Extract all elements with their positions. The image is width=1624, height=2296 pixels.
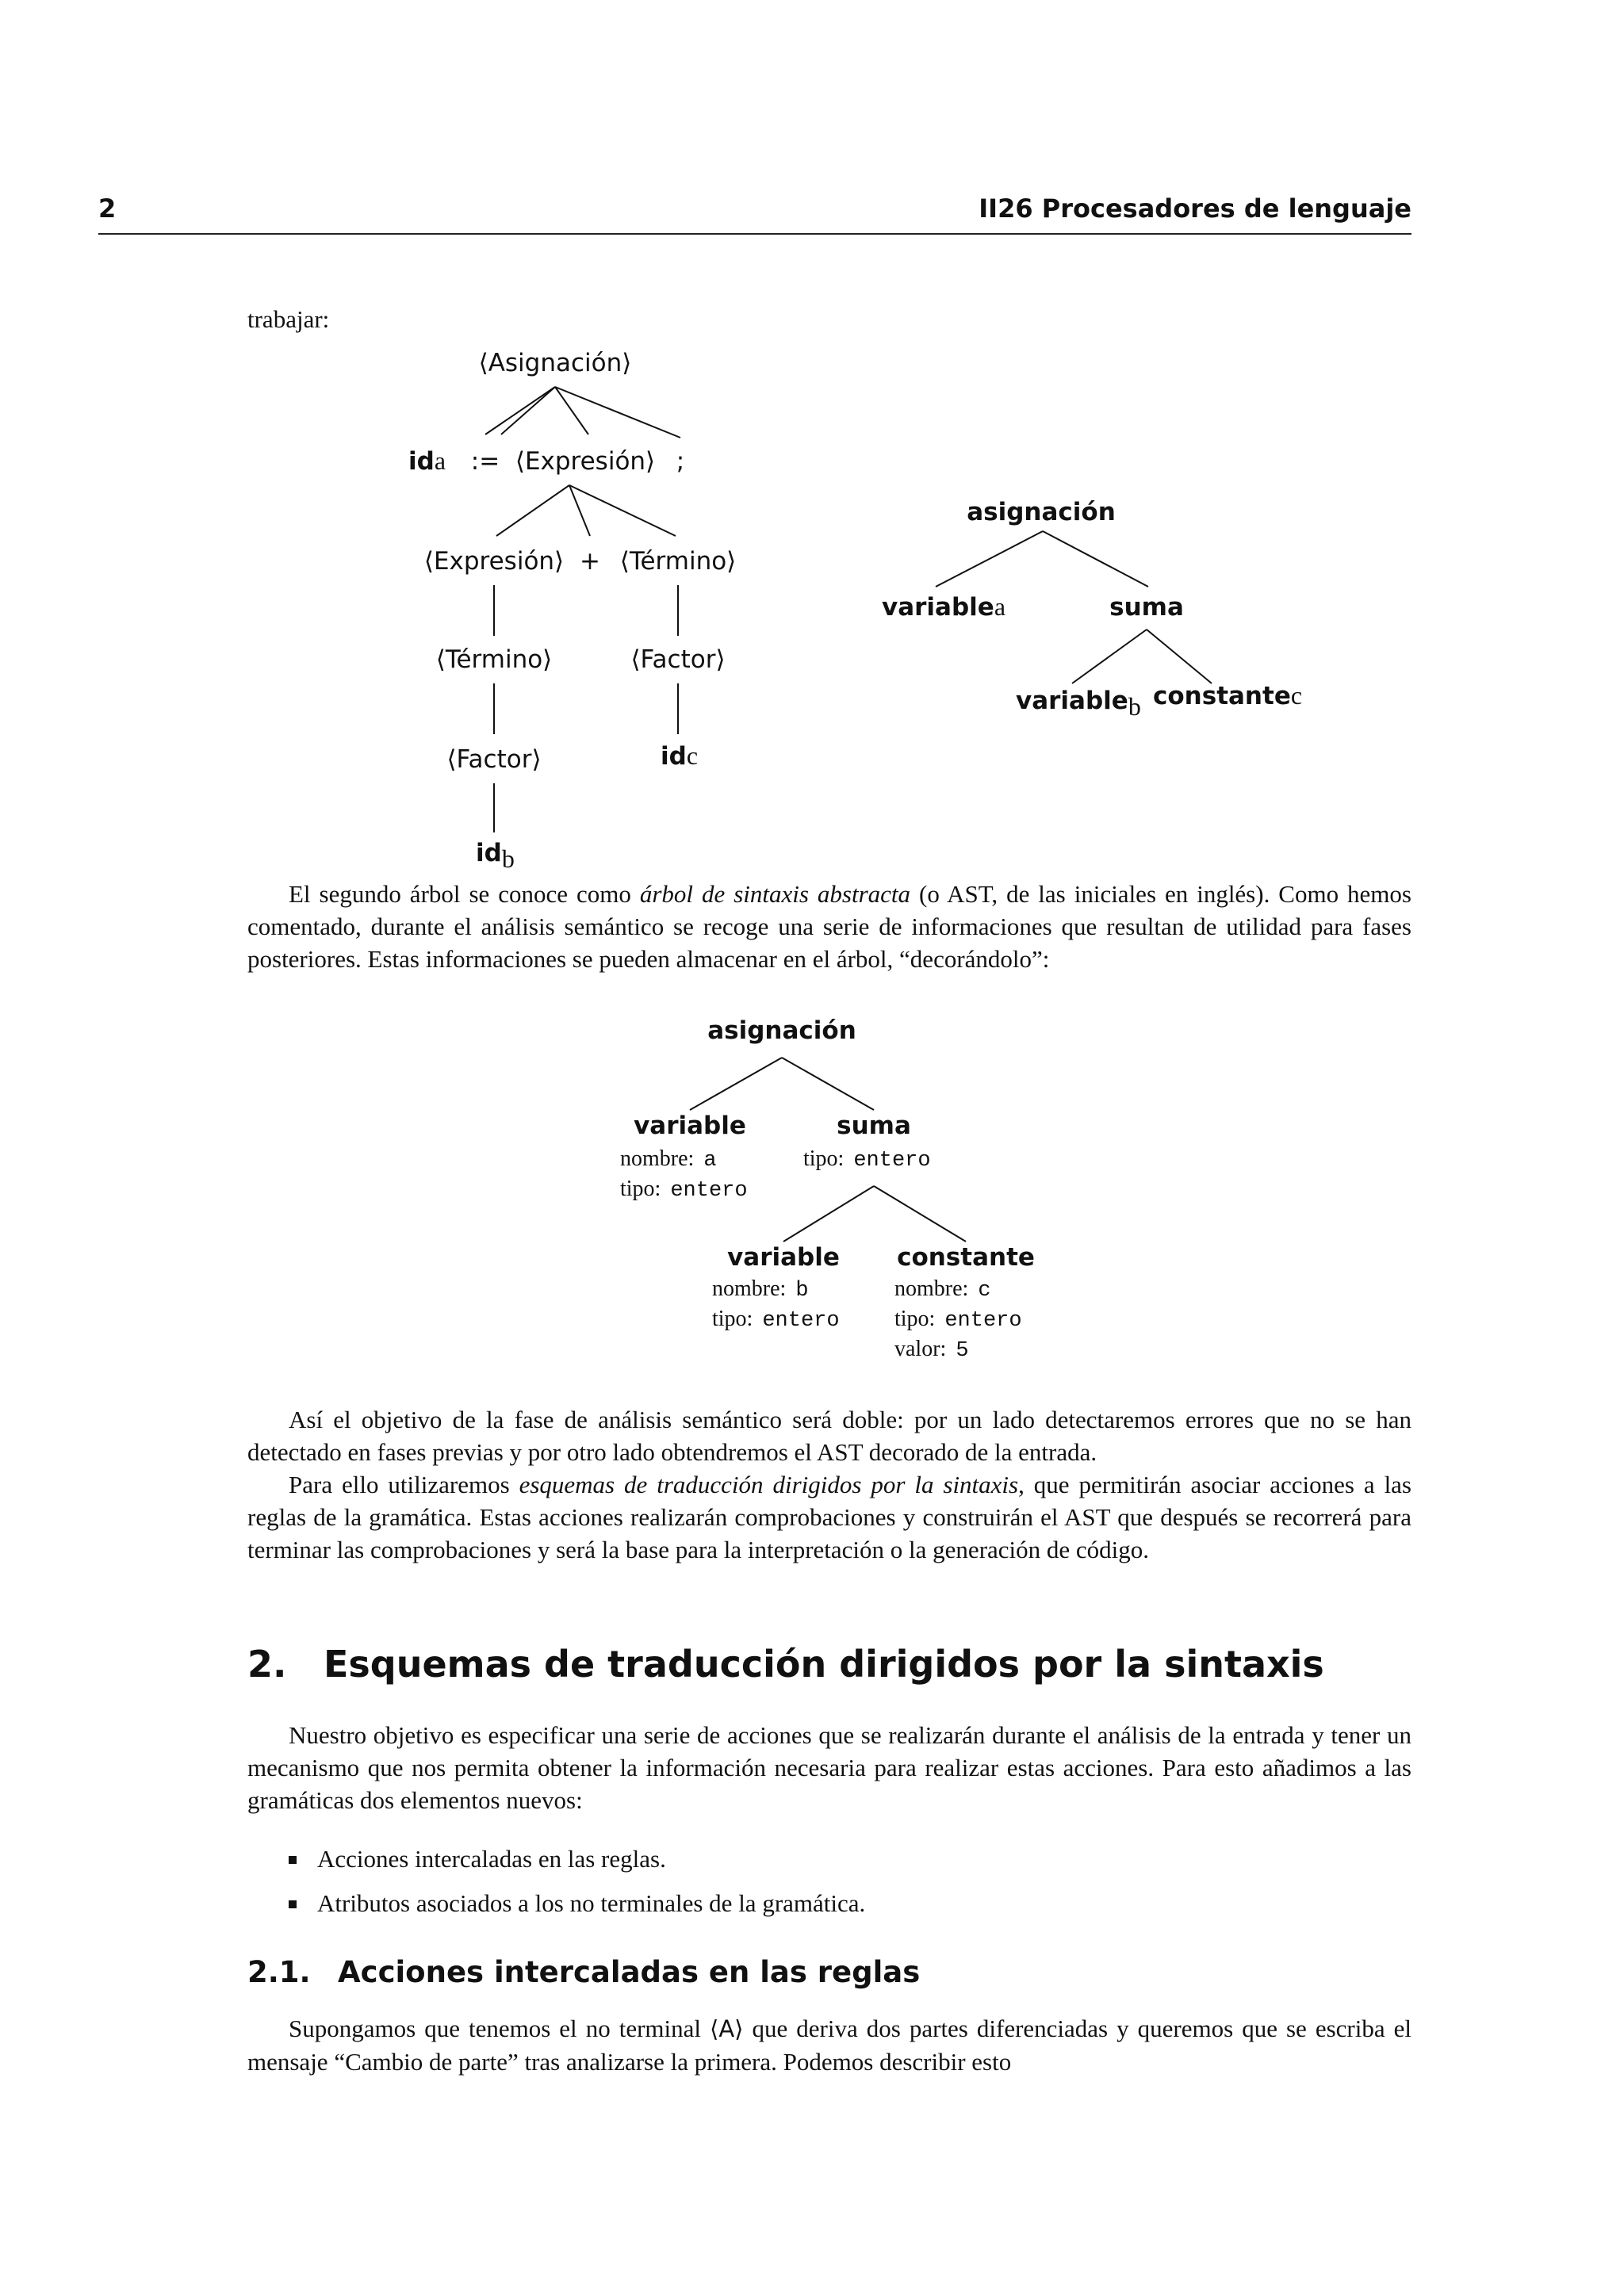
paragraph-objective: Así el objetivo de la fase de análisis semántico será doble: por un lado detectaremos errores que no se han detectado en fases previas y por otro lado obtendremos el AST decorado de la entrada. Para ello utilizaremos esquemas de traducción dirigidos por la sintaxis, que permitirán asociar acciones a las reglas de la gramática. Estas acciones realizarán comprobaciones y construirán el AST que después se recorrerá para terminar las comprobaciones y será la base para la interpretación o la generación de código. <box>247 1403 1411 1566</box>
node-expresion: ⟨Expresión⟩ <box>515 447 656 476</box>
section-2-1-title: Acciones intercaladas en las reglas <box>338 1955 921 1989</box>
node-semicolon: ; <box>676 447 685 476</box>
list-item: Atributos asociados a los no terminales de la gramática. <box>247 1887 1411 1919</box>
node-factor-right: ⟨Factor⟩ <box>630 645 726 674</box>
dast-node-variable-a: variable <box>634 1112 746 1140</box>
node-plus: + <box>580 547 600 576</box>
nonterminal-a: ⟨A⟩ <box>710 2015 744 2042</box>
paragraph-section-2-intro: Nuestro objetivo es especificar una serie de acciones que se realizarán durante el análisis de la entrada y tener un mecanismo que nos permita obtener la información necesaria para realizar estas acciones. Para esto añadimos a las gramáticas dos elementos nuevos: <box>247 1721 1411 1814</box>
ast-node-constante-c: constantec <box>1153 681 1303 710</box>
dast-node-asignacion: asignación <box>707 1016 856 1045</box>
ast-node-suma: suma <box>1109 593 1184 622</box>
ast-nodes <box>882 498 1302 721</box>
node-id-a: ida <box>408 446 446 476</box>
node-termino-right: ⟨Término⟩ <box>619 547 737 576</box>
ast-node-variable-b: variableb <box>1016 687 1141 721</box>
paragraph-section-2-1: Supongamos que tenemos el no terminal ⟨A⟩ que deriva dos partes diferenciadas y queremos que se escriba el mensaje “Cambio de parte” tras analizarse la primera. Podemos describir esto <box>247 2015 1411 2076</box>
node-id-c: idc <box>661 741 699 771</box>
attr-variable-a-tipo: tipo: entero <box>620 1177 748 1203</box>
decorated-ast-node-labels <box>634 1016 1035 1272</box>
syntax-trees-figure <box>0 0 1624 896</box>
section-2-1-number: 2.1. <box>247 1955 311 1989</box>
attr-variable-b-tipo: tipo: entero <box>712 1307 840 1333</box>
parse-tree-nodes <box>408 349 736 873</box>
attr-suma-tipo: tipo: entero <box>803 1146 931 1173</box>
intro-text: trabajar: <box>247 305 330 333</box>
section-2-title: Esquemas de traducción dirigidos por la sintaxis <box>324 1643 1324 1686</box>
section-2-number: 2. <box>247 1643 287 1686</box>
section-2-1-heading <box>247 1955 920 1989</box>
bullet-square-icon <box>289 1856 297 1864</box>
dast-node-constante: constante <box>897 1243 1035 1272</box>
attr-constante-nombre: nombre: c <box>894 1276 991 1303</box>
attr-variable-b-nombre: nombre: b <box>712 1276 809 1303</box>
node-id-b: idb <box>476 839 515 873</box>
running-title: II26 Procesadores de lenguaje <box>979 193 1411 224</box>
attr-variable-a-nombre: nombre: a <box>620 1146 717 1173</box>
list-item: Acciones intercaladas en las reglas. <box>247 1843 1411 1875</box>
elements-list <box>247 1843 1411 1931</box>
decorated-ast-figure <box>0 1007 1624 1451</box>
dast-node-suma: suma <box>837 1112 911 1140</box>
node-asignacion: ⟨Asignación⟩ <box>478 349 632 377</box>
paragraph-schemes: Para ello utilizaremos esquemas de traducción dirigidos por la sintaxis, que permitirán asociar acciones a las reglas de la gramática. Estas acciones realizarán comprobaciones y construirán el AST que después se recorrerá para terminar las comprobaciones y será la base para la interpretación o la generación de código. <box>247 1471 1412 1563</box>
section-2-heading <box>247 1643 1324 1686</box>
attr-constante-tipo: tipo: entero <box>894 1307 1022 1333</box>
bullet-square-icon <box>289 1900 297 1908</box>
node-assign-operator: := <box>470 447 500 476</box>
node-termino-left: ⟨Término⟩ <box>435 645 553 674</box>
node-expresion-child: ⟨Expresión⟩ <box>423 547 565 576</box>
paragraph-ast-definition: El segundo árbol se conoce como árbol de sintaxis abstracta (o AST, de las iniciales en inglés). Como hemos comentado, durante el análisis semántico se recoge una serie de informaciones que resultan de utilidad para fases posteriores. Estas informaciones se pueden almacenar en el árbol, “decorándolo”: <box>247 880 1411 973</box>
page-number: 2 <box>98 193 117 224</box>
ast-node-asignacion: asignación <box>967 498 1116 526</box>
attr-constante-valor: valor: 5 <box>894 1337 969 1363</box>
dast-node-variable-b: variable <box>727 1243 840 1272</box>
ast-node-variable-a: variablea <box>882 592 1006 622</box>
node-factor-left: ⟨Factor⟩ <box>446 745 542 774</box>
